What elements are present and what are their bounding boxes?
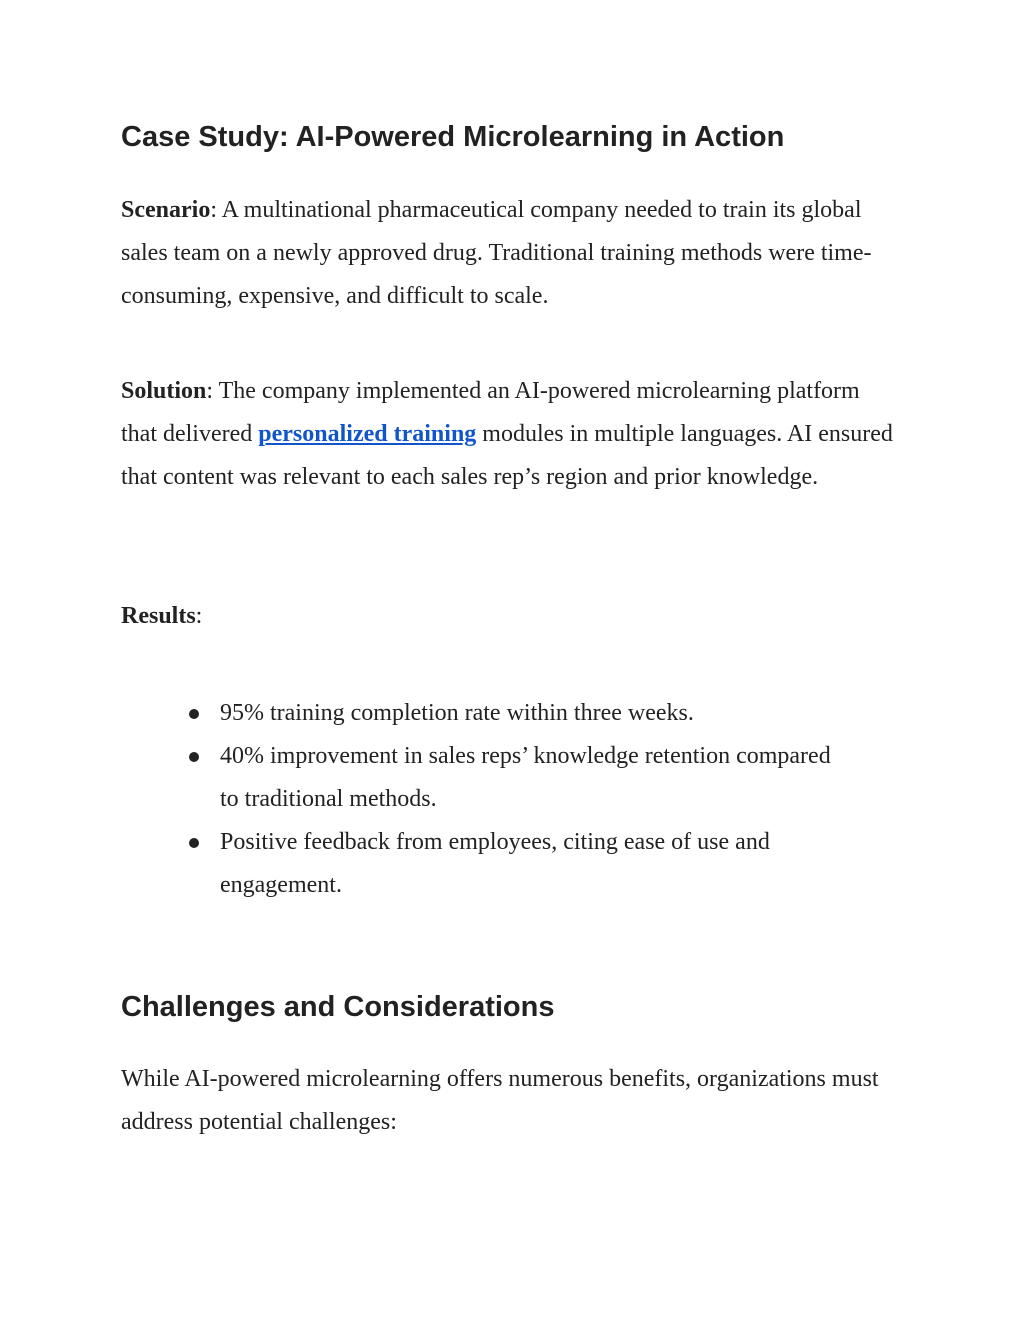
personalized-training-link[interactable]: personalized training <box>258 421 477 447</box>
challenges-intro-paragraph: While AI-powered microlearning offers numerous benefits, organizations must address potential challenges: <box>121 1066 879 1135</box>
bullet-icon <box>189 752 199 762</box>
solution-paragraph <box>121 370 896 499</box>
bullet-icon <box>189 838 199 848</box>
scenario-label: Scenario <box>121 197 211 223</box>
results-label: Results <box>121 603 196 629</box>
list-item <box>183 692 833 735</box>
list-item-text: 40% improvement in sales reps’ knowledge retention compared to traditional methods. <box>220 743 831 812</box>
scenario-text: : A multinational pharmaceutical company needed to train its global sales team on a newly approved drug. Traditional training methods were time-consuming, expensive, and difficult to scale. <box>121 197 872 309</box>
case-study-heading: Case Study: AI-Powered Microlearning in Action <box>121 121 785 153</box>
list-item <box>183 735 833 821</box>
results-paragraph <box>121 595 896 638</box>
list-item-text: Positive feedback from employees, citing ease of use and engagement. <box>220 829 770 898</box>
list-item <box>183 821 833 907</box>
list-item-text: 95% training completion rate within three weeks. <box>220 700 694 726</box>
challenges-heading: Challenges and Considerations <box>121 991 555 1023</box>
solution-text-after: modules in multiple languages. AI ensured that content was relevant to each sales rep’s region and prior knowledge. <box>121 421 893 490</box>
results-suffix: : <box>195 603 203 629</box>
bullet-icon <box>189 709 199 719</box>
solution-label: Solution <box>121 378 207 404</box>
results-list <box>183 692 833 907</box>
solution-text-before: : The company implemented an AI-powered microlearning platform that delivered <box>121 378 860 447</box>
scenario-paragraph <box>121 189 896 318</box>
